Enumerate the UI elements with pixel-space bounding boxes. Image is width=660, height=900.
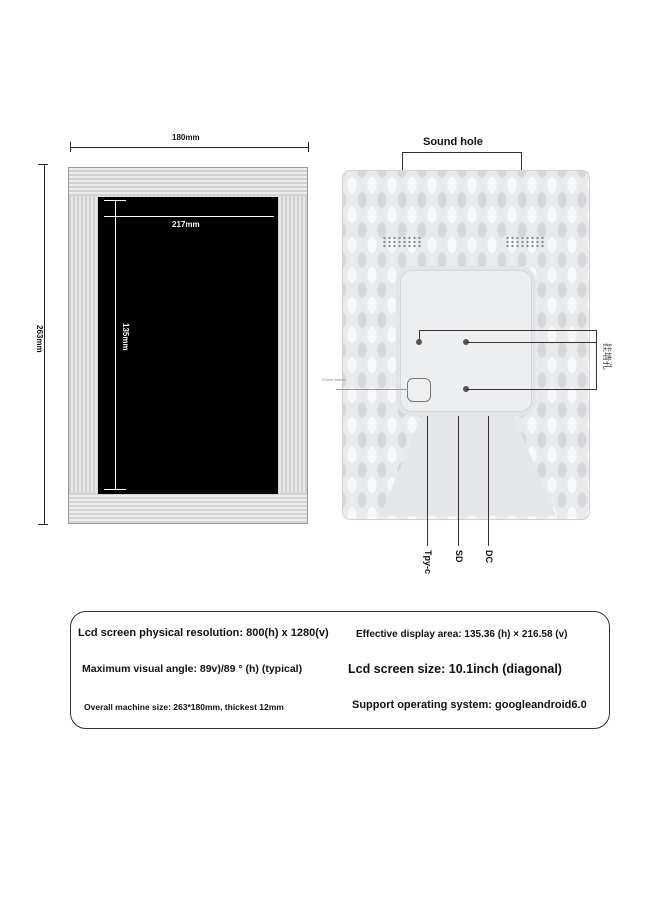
callout-line bbox=[488, 416, 489, 546]
callout-line bbox=[419, 330, 420, 340]
callout-line bbox=[402, 152, 522, 153]
dim-tick bbox=[38, 164, 48, 165]
screen-width-label: 217mm bbox=[172, 220, 200, 229]
screen-height-label: 135mm bbox=[121, 323, 130, 351]
callout-line bbox=[596, 330, 597, 390]
frame-height-label: 263mm bbox=[35, 325, 44, 353]
screen-width-line bbox=[104, 216, 274, 217]
spec-os: Support operating system: googleandroid6.0 bbox=[352, 699, 587, 711]
dc-port-label: DC bbox=[484, 550, 494, 563]
callout-line bbox=[466, 389, 597, 390]
power-switch-label: Power switch bbox=[322, 377, 346, 382]
frame-bottom-border bbox=[69, 493, 307, 523]
frame-width-label: 180mm bbox=[172, 133, 200, 142]
dim-tick bbox=[104, 489, 126, 490]
callout-line bbox=[336, 389, 408, 390]
sound-hole-label: Sound hole bbox=[423, 136, 483, 148]
hanging-hole-label: 挂墙孔 bbox=[602, 343, 612, 371]
spec-display-area: Effective display area: 135.36 (h) × 216.58 (v) bbox=[356, 629, 568, 640]
screen-height-line bbox=[115, 200, 116, 489]
dim-tick bbox=[38, 524, 48, 525]
spec-machine-size: Overall machine size: 263*180mm, thickest 12mm bbox=[84, 702, 284, 712]
frame-top-border bbox=[69, 168, 307, 196]
height-dimension-line bbox=[44, 164, 45, 524]
callout-line bbox=[419, 330, 597, 331]
callout-line bbox=[466, 342, 597, 343]
width-dimension-line bbox=[70, 147, 308, 148]
spec-screen-size: Lcd screen size: 10.1inch (diagonal) bbox=[348, 662, 562, 676]
spec-resolution: Lcd screen physical resolution: 800(h) x 1280(v) bbox=[78, 627, 329, 639]
callout-line bbox=[427, 416, 428, 546]
power-switch-button[interactable] bbox=[407, 378, 431, 402]
dim-tick bbox=[308, 142, 309, 152]
type-c-port-label: Tpy-c bbox=[423, 550, 433, 575]
sound-hole-left bbox=[382, 236, 422, 248]
callout-line bbox=[458, 416, 459, 546]
sound-hole-right bbox=[505, 236, 545, 248]
sd-slot-label: SD bbox=[454, 550, 464, 563]
spec-visual-angle: Maximum visual angle: 89v)/89 ° (h) (typical) bbox=[82, 663, 303, 675]
